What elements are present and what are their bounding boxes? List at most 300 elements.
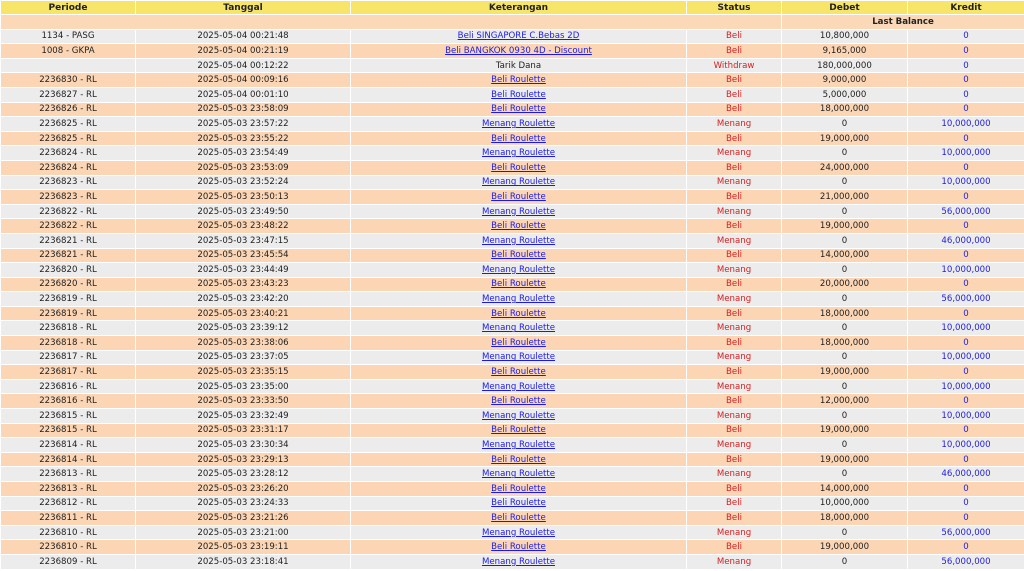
periode-cell: 2236818 - RL [1, 321, 135, 335]
table-row [1, 438, 1024, 452]
tanggal-cell: 2025-05-03 23:19:11 [136, 540, 350, 554]
table-row [1, 88, 1024, 102]
table-row [1, 190, 1024, 204]
last-balance-label: Last Balance [782, 15, 1024, 29]
periode-cell: 2236830 - RL [1, 73, 135, 87]
kredit-cell: 56,000,000 [908, 205, 1024, 219]
keterangan-cell [351, 453, 686, 467]
tanggal-cell: 2025-05-03 23:48:22 [136, 219, 350, 233]
debet-cell: 19,000,000 [782, 453, 907, 467]
keterangan-cell [351, 161, 686, 175]
keterangan-link[interactable]: Beli Roulette [491, 250, 546, 261]
periode-cell: 2236823 - RL [1, 176, 135, 190]
periode-cell: 2236821 - RL [1, 234, 135, 248]
status-cell: Withdraw [687, 59, 781, 73]
keterangan-link[interactable]: Beli Roulette [491, 89, 546, 100]
debet-cell: 0 [782, 176, 907, 190]
keterangan-cell [351, 438, 686, 452]
status-cell: Beli [687, 278, 781, 292]
tanggal-cell: 2025-05-03 23:28:12 [136, 467, 350, 481]
periode-cell: 2236812 - RL [1, 497, 135, 511]
keterangan-link[interactable]: Menang Roulette [481, 381, 556, 392]
tanggal-cell: 2025-05-04 00:21:48 [136, 30, 350, 44]
debet-cell: 19,000,000 [782, 219, 907, 233]
table-row [1, 30, 1024, 44]
kredit-cell: 10,000,000 [908, 117, 1024, 131]
periode-cell: 2236819 - RL [1, 292, 135, 306]
periode-cell: 2236811 - RL [1, 511, 135, 525]
kredit-cell: 0 [908, 219, 1024, 233]
keterangan-link[interactable]: Menang Roulette [481, 410, 556, 421]
table-row [1, 117, 1024, 131]
table-row [1, 453, 1024, 467]
status-cell: Beli [687, 511, 781, 525]
debet-cell: 0 [782, 117, 907, 131]
tanggal-cell: 2025-05-03 23:31:17 [136, 424, 350, 438]
kredit-cell: 0 [908, 132, 1024, 146]
debet-cell: 0 [782, 321, 907, 335]
tanggal-cell: 2025-05-03 23:55:22 [136, 132, 350, 146]
keterangan-link[interactable]: Beli Roulette [491, 483, 546, 494]
keterangan-link[interactable]: Menang Roulette [481, 118, 556, 129]
keterangan-cell [351, 88, 686, 102]
keterangan-text: Tarik Dana [495, 60, 542, 71]
keterangan-cell [351, 526, 686, 540]
header-kredit: Kredit [908, 1, 1024, 14]
status-cell: Menang [687, 380, 781, 394]
periode-cell: 2236820 - RL [1, 278, 135, 292]
keterangan-cell [351, 511, 686, 525]
keterangan-link[interactable]: Beli Roulette [491, 367, 546, 378]
keterangan-cell [351, 555, 686, 569]
tanggal-cell: 2025-05-03 23:54:49 [136, 146, 350, 160]
keterangan-link[interactable]: Menang Roulette [481, 148, 556, 159]
debet-cell: 0 [782, 234, 907, 248]
keterangan-cell [351, 380, 686, 394]
keterangan-link[interactable]: Beli Roulette [491, 279, 546, 290]
keterangan-link[interactable]: Beli SINGAPORE C.Bebas 2D [457, 31, 580, 42]
keterangan-link[interactable]: Menang Roulette [481, 323, 556, 334]
kredit-cell: 10,000,000 [908, 263, 1024, 277]
tanggal-cell: 2025-05-04 00:09:16 [136, 73, 350, 87]
status-cell: Menang [687, 467, 781, 481]
tanggal-cell: 2025-05-03 23:33:50 [136, 394, 350, 408]
tanggal-cell: 2025-05-03 23:45:54 [136, 249, 350, 263]
keterangan-cell [351, 59, 686, 73]
periode-cell: 2236824 - RL [1, 161, 135, 175]
status-cell: Beli [687, 336, 781, 350]
periode-cell [1, 59, 135, 73]
keterangan-link[interactable]: Beli Roulette [491, 512, 546, 523]
kredit-cell: 46,000,000 [908, 234, 1024, 248]
tanggal-cell: 2025-05-03 23:52:24 [136, 176, 350, 190]
keterangan-cell [351, 234, 686, 248]
keterangan-cell [351, 424, 686, 438]
status-cell: Beli [687, 44, 781, 58]
keterangan-link[interactable]: Beli Roulette [491, 133, 546, 144]
kredit-cell: 0 [908, 278, 1024, 292]
keterangan-link[interactable]: Beli Roulette [491, 162, 546, 173]
debet-cell: 19,000,000 [782, 424, 907, 438]
tanggal-cell: 2025-05-04 00:12:22 [136, 59, 350, 73]
kredit-cell: 10,000,000 [908, 176, 1024, 190]
tanggal-cell: 2025-05-03 23:44:49 [136, 263, 350, 277]
status-cell: Menang [687, 555, 781, 569]
periode-cell: 2236821 - RL [1, 249, 135, 263]
table-row [1, 482, 1024, 496]
kredit-cell: 10,000,000 [908, 438, 1024, 452]
keterangan-cell [351, 540, 686, 554]
debet-cell: 18,000,000 [782, 336, 907, 350]
keterangan-link[interactable]: Beli Roulette [491, 104, 546, 115]
tanggal-cell: 2025-05-03 23:49:50 [136, 205, 350, 219]
debet-cell: 0 [782, 555, 907, 569]
periode-cell: 2236810 - RL [1, 540, 135, 554]
kredit-cell: 0 [908, 73, 1024, 87]
keterangan-link[interactable]: Menang Roulette [481, 235, 556, 246]
status-cell: Menang [687, 438, 781, 452]
status-cell: Menang [687, 234, 781, 248]
keterangan-link[interactable]: Beli Roulette [491, 308, 546, 319]
header-tanggal: Tanggal [136, 1, 350, 14]
status-cell: Beli [687, 88, 781, 102]
table-row [1, 278, 1024, 292]
debet-cell: 21,000,000 [782, 190, 907, 204]
table-header-row [1, 1, 1024, 14]
keterangan-cell [351, 263, 686, 277]
table-row [1, 380, 1024, 394]
table-row [1, 292, 1024, 306]
table-row [1, 394, 1024, 408]
keterangan-cell [351, 365, 686, 379]
debet-cell: 0 [782, 380, 907, 394]
status-cell: Menang [687, 292, 781, 306]
tanggal-cell: 2025-05-03 23:53:09 [136, 161, 350, 175]
kredit-cell: 0 [908, 394, 1024, 408]
periode-cell: 2236817 - RL [1, 365, 135, 379]
kredit-cell: 46,000,000 [908, 467, 1024, 481]
debet-cell: 0 [782, 205, 907, 219]
status-cell: Beli [687, 394, 781, 408]
periode-cell: 2236813 - RL [1, 467, 135, 481]
kredit-cell: 10,000,000 [908, 351, 1024, 365]
kredit-cell: 0 [908, 336, 1024, 350]
debet-cell: 20,000,000 [782, 278, 907, 292]
status-cell: Beli [687, 365, 781, 379]
tanggal-cell: 2025-05-03 23:21:26 [136, 511, 350, 525]
keterangan-link[interactable]: Menang Roulette [481, 177, 556, 188]
keterangan-link[interactable]: Beli Roulette [491, 396, 546, 407]
table-row [1, 263, 1024, 277]
debet-cell: 0 [782, 351, 907, 365]
table-row [1, 307, 1024, 321]
debet-cell: 9,165,000 [782, 44, 907, 58]
tanggal-cell: 2025-05-04 00:21:19 [136, 44, 350, 58]
table-row [1, 555, 1024, 569]
kredit-cell: 0 [908, 161, 1024, 175]
keterangan-cell [351, 249, 686, 263]
status-cell: Menang [687, 321, 781, 335]
table-row [1, 497, 1024, 511]
keterangan-cell [351, 205, 686, 219]
debet-cell: 24,000,000 [782, 161, 907, 175]
kredit-cell: 0 [908, 59, 1024, 73]
keterangan-link[interactable]: Beli Roulette [491, 337, 546, 348]
debet-cell: 9,000,000 [782, 73, 907, 87]
keterangan-cell [351, 219, 686, 233]
periode-cell: 2236815 - RL [1, 424, 135, 438]
keterangan-cell [351, 176, 686, 190]
periode-cell: 1134 - PASG [1, 30, 135, 44]
tanggal-cell: 2025-05-03 23:30:34 [136, 438, 350, 452]
tanggal-cell: 2025-05-03 23:37:05 [136, 351, 350, 365]
status-cell: Beli [687, 540, 781, 554]
debet-cell: 0 [782, 467, 907, 481]
keterangan-link[interactable]: Beli Roulette [491, 425, 546, 436]
status-cell: Beli [687, 249, 781, 263]
keterangan-cell [351, 278, 686, 292]
status-cell: Menang [687, 409, 781, 423]
periode-cell: 2236816 - RL [1, 394, 135, 408]
keterangan-link[interactable]: Beli Roulette [491, 542, 546, 553]
status-cell: Menang [687, 205, 781, 219]
kredit-cell: 56,000,000 [908, 555, 1024, 569]
kredit-cell: 0 [908, 497, 1024, 511]
status-cell: Beli [687, 497, 781, 511]
periode-cell: 2236819 - RL [1, 307, 135, 321]
tanggal-cell: 2025-05-03 23:18:41 [136, 555, 350, 569]
header-keterangan: Keterangan [351, 1, 686, 14]
keterangan-link[interactable]: Beli Roulette [491, 221, 546, 232]
debet-cell: 19,000,000 [782, 132, 907, 146]
keterangan-link[interactable]: Menang Roulette [481, 469, 556, 480]
tanggal-cell: 2025-05-03 23:50:13 [136, 190, 350, 204]
kredit-cell: 0 [908, 482, 1024, 496]
keterangan-cell [351, 73, 686, 87]
debet-cell: 19,000,000 [782, 540, 907, 554]
table-row [1, 176, 1024, 190]
kredit-cell: 0 [908, 365, 1024, 379]
keterangan-cell [351, 44, 686, 58]
keterangan-link[interactable]: Beli Roulette [491, 191, 546, 202]
periode-cell: 2236814 - RL [1, 438, 135, 452]
periode-cell: 2236820 - RL [1, 263, 135, 277]
tanggal-cell: 2025-05-03 23:21:00 [136, 526, 350, 540]
keterangan-cell [351, 409, 686, 423]
status-cell: Beli [687, 161, 781, 175]
table-row [1, 351, 1024, 365]
kredit-cell: 0 [908, 307, 1024, 321]
keterangan-cell [351, 482, 686, 496]
debet-cell: 0 [782, 526, 907, 540]
periode-cell: 2236825 - RL [1, 117, 135, 131]
table-row [1, 234, 1024, 248]
tanggal-cell: 2025-05-03 23:38:06 [136, 336, 350, 350]
keterangan-link[interactable]: Menang Roulette [481, 440, 556, 451]
table-row [1, 526, 1024, 540]
table-row [1, 44, 1024, 58]
keterangan-cell [351, 351, 686, 365]
keterangan-link[interactable]: Menang Roulette [481, 294, 556, 305]
periode-cell: 2236823 - RL [1, 190, 135, 204]
keterangan-cell [351, 132, 686, 146]
kredit-cell: 0 [908, 540, 1024, 554]
table-row [1, 59, 1024, 73]
keterangan-cell [351, 307, 686, 321]
table-row [1, 321, 1024, 335]
kredit-cell: 56,000,000 [908, 292, 1024, 306]
status-cell: Beli [687, 190, 781, 204]
periode-cell: 2236816 - RL [1, 380, 135, 394]
status-cell: Beli [687, 132, 781, 146]
kredit-cell: 10,000,000 [908, 380, 1024, 394]
debet-cell: 5,000,000 [782, 88, 907, 102]
header-periode: Periode [1, 1, 135, 14]
kredit-cell: 10,000,000 [908, 146, 1024, 160]
periode-cell: 2236822 - RL [1, 219, 135, 233]
periode-cell: 2236815 - RL [1, 409, 135, 423]
kredit-cell: 0 [908, 103, 1024, 117]
keterangan-link[interactable]: Beli Roulette [491, 454, 546, 465]
table-row [1, 467, 1024, 481]
keterangan-cell [351, 117, 686, 131]
table-row [1, 540, 1024, 554]
status-cell: Menang [687, 117, 781, 131]
periode-cell: 2236810 - RL [1, 526, 135, 540]
keterangan-link[interactable]: Beli BANGKOK 0930 4D - Discount [445, 45, 592, 56]
periode-cell: 2236827 - RL [1, 88, 135, 102]
keterangan-cell [351, 190, 686, 204]
keterangan-link[interactable]: Menang Roulette [481, 556, 556, 567]
debet-cell: 12,000,000 [782, 394, 907, 408]
keterangan-cell [351, 146, 686, 160]
keterangan-link[interactable]: Beli Roulette [491, 498, 546, 509]
periode-cell: 2236818 - RL [1, 336, 135, 350]
table-row [1, 409, 1024, 423]
debet-cell: 18,000,000 [782, 103, 907, 117]
debet-cell: 0 [782, 263, 907, 277]
header-status: Status [687, 1, 781, 14]
tanggal-cell: 2025-05-03 23:24:33 [136, 497, 350, 511]
tanggal-cell: 2025-05-03 23:35:15 [136, 365, 350, 379]
kredit-cell: 0 [908, 453, 1024, 467]
periode-cell: 1008 - GKPA [1, 44, 135, 58]
status-cell: Beli [687, 103, 781, 117]
keterangan-link[interactable]: Menang Roulette [481, 527, 556, 538]
status-cell: Menang [687, 263, 781, 277]
table-row [1, 219, 1024, 233]
debet-cell: 18,000,000 [782, 307, 907, 321]
header-debet: Debet [782, 1, 907, 14]
kredit-cell: 0 [908, 511, 1024, 525]
tanggal-cell: 2025-05-04 00:01:10 [136, 88, 350, 102]
periode-cell: 2236814 - RL [1, 453, 135, 467]
debet-cell: 14,000,000 [782, 249, 907, 263]
last-balance-spacer [1, 15, 781, 29]
status-cell: Beli [687, 453, 781, 467]
debet-cell: 10,800,000 [782, 30, 907, 44]
table-row [1, 511, 1024, 525]
keterangan-link[interactable]: Menang Roulette [481, 352, 556, 363]
keterangan-cell [351, 30, 686, 44]
periode-cell: 2236817 - RL [1, 351, 135, 365]
keterangan-cell [351, 394, 686, 408]
keterangan-cell [351, 336, 686, 350]
periode-cell: 2236825 - RL [1, 132, 135, 146]
debet-cell: 10,000,000 [782, 497, 907, 511]
debet-cell: 18,000,000 [782, 511, 907, 525]
status-cell: Beli [687, 73, 781, 87]
debet-cell: 19,000,000 [782, 365, 907, 379]
debet-cell: 0 [782, 409, 907, 423]
periode-cell: 2236813 - RL [1, 482, 135, 496]
keterangan-link[interactable]: Menang Roulette [481, 264, 556, 275]
table-row [1, 146, 1024, 160]
debet-cell: 0 [782, 146, 907, 160]
debet-cell: 14,000,000 [782, 482, 907, 496]
table-row [1, 132, 1024, 146]
status-cell: Menang [687, 526, 781, 540]
table-row [1, 103, 1024, 117]
table-row [1, 336, 1024, 350]
table-row [1, 424, 1024, 438]
periode-cell: 2236826 - RL [1, 103, 135, 117]
status-cell: Beli [687, 30, 781, 44]
keterangan-cell [351, 292, 686, 306]
tanggal-cell: 2025-05-03 23:57:22 [136, 117, 350, 131]
kredit-cell: 0 [908, 44, 1024, 58]
kredit-cell: 0 [908, 424, 1024, 438]
table-row [1, 73, 1024, 87]
table-row [1, 161, 1024, 175]
kredit-cell: 56,000,000 [908, 526, 1024, 540]
kredit-cell: 0 [908, 190, 1024, 204]
status-cell: Menang [687, 351, 781, 365]
tanggal-cell: 2025-05-03 23:32:49 [136, 409, 350, 423]
status-cell: Menang [687, 146, 781, 160]
table-row [1, 249, 1024, 263]
table-row [1, 205, 1024, 219]
tanggal-cell: 2025-05-03 23:40:21 [136, 307, 350, 321]
kredit-cell: 10,000,000 [908, 321, 1024, 335]
keterangan-cell [351, 103, 686, 117]
tanggal-cell: 2025-05-03 23:58:09 [136, 103, 350, 117]
status-cell: Beli [687, 307, 781, 321]
tanggal-cell: 2025-05-03 23:29:13 [136, 453, 350, 467]
keterangan-link[interactable]: Menang Roulette [481, 206, 556, 217]
kredit-cell: 10,000,000 [908, 409, 1024, 423]
debet-cell: 0 [782, 438, 907, 452]
tanggal-cell: 2025-05-03 23:35:00 [136, 380, 350, 394]
status-cell: Menang [687, 176, 781, 190]
tanggal-cell: 2025-05-03 23:42:20 [136, 292, 350, 306]
kredit-cell: 0 [908, 88, 1024, 102]
table-row [1, 365, 1024, 379]
periode-cell: 2236809 - RL [1, 555, 135, 569]
debet-cell: 180,000,000 [782, 59, 907, 73]
last-balance-row [1, 15, 1024, 29]
tanggal-cell: 2025-05-03 23:26:20 [136, 482, 350, 496]
keterangan-cell [351, 321, 686, 335]
keterangan-cell [351, 467, 686, 481]
debet-cell: 0 [782, 292, 907, 306]
periode-cell: 2236822 - RL [1, 205, 135, 219]
keterangan-link[interactable]: Beli Roulette [491, 75, 546, 86]
status-cell: Beli [687, 482, 781, 496]
periode-cell: 2236824 - RL [1, 146, 135, 160]
kredit-cell: 0 [908, 249, 1024, 263]
kredit-cell: 0 [908, 30, 1024, 44]
